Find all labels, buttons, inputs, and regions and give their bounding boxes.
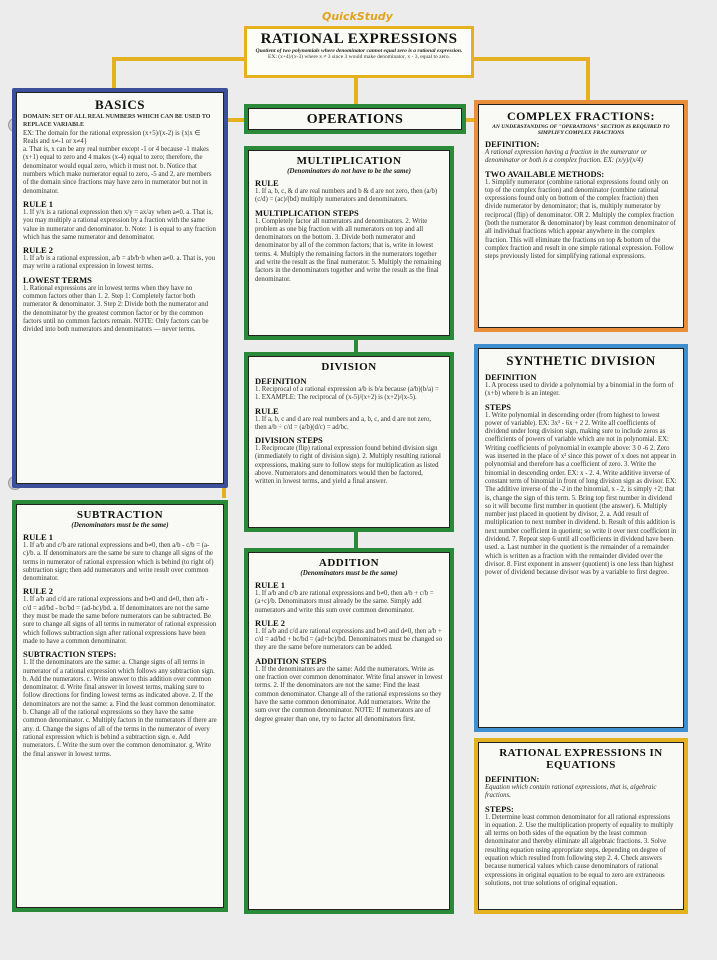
basics-body: a. That is, x can be any real number except -1 or 4 because -1 makes (x+1) equal to zero and 4 makes (x-4) equal to zero; therefore, the denominator would equal zero, which it must not. b. Notice that numbers which make numerator equal to zero, -5 and 2, are members of the domain since fractions may have zero in numerator but not in denominator. <box>23 146 212 195</box>
complex-methods-text: 1. Simplify numerator (combine rational expressions found only on top of the complex fraction) and denominator (combine rational expressions found only on bottom of the complex fraction) then divide numerator by denominator; that is, multiply numerator by reciprocal (flip) of denominator. OR 2. Multiply the complex fraction (both the numerator & denominator) by least common denominator of all individual fractions which appear anywhere in the complex fraction. This will eliminate the fractions on top & bottom of the complex fraction and result in one simple rational expression. Follow steps previously listed for simplifying rational expressions. <box>485 178 676 261</box>
subtraction-rule1-heading: RULE 1 <box>23 532 53 542</box>
brand-logo: QuickStudy <box>322 10 393 23</box>
lowest-terms-heading: LOWEST TERMS <box>23 274 92 285</box>
subtraction-steps-text: 1. If the denominators are the same: a. Change signs of all terms in numerator of a rational expression which follows any subtraction sign. b. Add the numerators. c. Write answer to this addition over common denominator. d. Write final answer in lowest terms, making sure to follow directions for finding lowest terms as indicated above. 2. If the denominators are not the same: a. Find the least common denominator. b. Change all of the rational expressions so they have the same common denominator. c. Multiply factors in the numerators if there are any. d. Change the signs of all of the terms in the numerator of every rational expression which is behind a subtraction sign. e. Add numerators. f. Write the sum over the common denominator. g. Write the final answer in lowest terms. <box>23 659 217 758</box>
complex-fractions-subtitle: AN UNDERSTANDING OF "OPERATIONS" SECTION IS REQUIRED TO SIMPLIFY COMPLEX FRACTIONS <box>492 124 670 136</box>
division-rule-text: 1. If a, b, c and d are real numbers and a, b, c, and d are not zero, then a/b ÷ c/d = (a/b)(d/c) = ad/bc. <box>255 415 432 431</box>
addition-steps-heading: ADDITION STEPS <box>255 655 327 666</box>
complex-fractions-section <box>474 100 688 332</box>
addition-title: ADDITION <box>318 557 380 569</box>
header-box <box>244 26 474 78</box>
multiplication-rule-text: 1. If a, b, c, & d are real numbers and b & d are not zero, then (a/b)(c/d) = (ac)/(bd) multiply numerators and denominators. <box>255 188 438 204</box>
page-title: RATIONAL EXPRESSIONS <box>260 31 458 47</box>
connector-line <box>112 57 246 61</box>
addition-rule2-heading: RULE 2 <box>255 617 285 628</box>
equations-definition-heading: DEFINITION: <box>485 774 540 784</box>
subtraction-title: SUBTRACTION <box>76 509 164 521</box>
complex-definition-text: A rational expression having a fraction in the numerator or denominator or both is a complex fraction. EX: (x/y)/(x/4) <box>485 149 647 165</box>
subtraction-subtitle: (Denominators must be the same) <box>71 521 169 529</box>
basics-rule1-heading: RULE 1 <box>23 198 53 209</box>
equations-steps-heading: STEPS: <box>485 803 514 814</box>
complex-definition-heading: DEFINITION: <box>485 139 540 149</box>
synthetic-definition-text: 1. A process used to divide a polynomial by a binomial in the form of (x+b) where b is an integer. <box>485 382 674 398</box>
multiplication-rule-heading: RULE <box>255 178 279 188</box>
division-definition-text: 1. Reciprocal of a rational expression a/b is b/a because (a/b)(b/a) = 1. EXAMPLE: The reciprocal of (x-5)/(x+2) is (x+2)/(x-5). <box>255 386 439 402</box>
multiplication-steps-heading: MULTIPLICATION STEPS <box>255 207 359 218</box>
basics-rule1-text: 1. If y/x is a rational expression then x/y = ax/ay when a≠0. a. That is, you may multiply a rational expression by a fraction with the same value in numerator and denominator. b. Note: 1 is equal to any fraction which has the same numerator and denominator. <box>23 208 216 241</box>
basics-rule2-heading: RULE 2 <box>23 245 53 256</box>
multiplication-subtitle: (Denominators do not have to be the same) <box>287 167 411 175</box>
addition-subtitle: (Denominators must be the same) <box>300 569 398 577</box>
header-example: EX: (x+4)/(x-3) where x ≠ 3 since 3 would make denominator, x - 3, equal to zero. <box>268 54 450 60</box>
subtraction-rule2-text: 1. If a/b and c/d are rational expressions and b≠0 and d≠0, then a/b - c/d = ad/bd - bc/bd = (ad-bc)/bd. a. If denominators are not the same they must be made the same before numerators can be subtracted. Be sure to change all signs of all terms in numerator of rational expression which follows subtraction sign after rational expressions have been made to have a common denominator. <box>23 596 217 645</box>
operations-title: OPERATIONS <box>306 112 404 127</box>
synthetic-definition-heading: DEFINITION <box>485 372 537 382</box>
division-rule-heading: RULE <box>255 405 279 416</box>
connector-line <box>586 57 590 101</box>
basics-example: EX: The domain for the rational expression (x+5)/(x-2) is {x|x ∈ Reals and x≠-1 or x≠4} <box>23 129 201 145</box>
subtraction-section <box>12 500 228 912</box>
synthetic-steps-heading: STEPS <box>485 401 511 412</box>
synthetic-division-title: SYNTHETIC DIVISION <box>506 353 656 368</box>
operations-header <box>244 104 466 134</box>
addition-rule2-text: 1. If a/b and c/d are rational expressions and b≠0 and d≠0, then a/b + c/d = ad/bd + bc/bd = (ad+bc)/bd. Denominators must be changed so they are the same before numerators can be added. <box>255 627 443 652</box>
addition-rule1-heading: RULE 1 <box>255 580 285 590</box>
basics-domain: DOMAIN: SET OF ALL REAL NUMBERS WHICH CAN BE USED TO REPLACE VARIABLE <box>23 114 211 129</box>
synthetic-steps-text: 1. Write polynomial in descending order (from highest to lowest power of variable). EX: 3x³ - 6x + 2 2. Write all coefficients of dividend under long division sign, making sure to include zeros as coefficients of powers of variable which are not in polynomial. EX: Writing coefficients of polynomial in example above: 3 0 -6 2. Zero was inserted in the place of x² since this power of x does not appear in polynomial and therefore has a coefficient of zero. 3. Write the binomial in descending order. EX: x - 2. 4. Write additive inverse of constant term of binomial in front of long division sign as divisor. EX: The additive inverse of the -2 in the binomial, x - 2, is simply +2; that is, change the sign of this term. 5. Bring top first number in dividend so it will become first number in quotient (the answer). 6. Multiply number just placed in quotient by divisor, 2. a. Add result of multiplication to next number in dividend. b. Result of this addition is next number coefficient in quotient; so write it over next coefficient in dividend. 7. Repeat step 6 until all coefficients in dividend have been used. a. Last number in the quotient is the remainder of a remainder which is written as a fraction with the remainder divided over the divisor. 8. First exponent in answer (quotient) is one less than highest power of dividend because divisor was by a variable to first degree. <box>485 411 677 577</box>
division-steps-heading: DIVISION STEPS <box>255 435 323 446</box>
synthetic-division-section <box>474 344 688 732</box>
addition-steps-text: 1. If the denominators are the same: Add the numerators. Write as one fraction over common denominator. Write final answer in lowest terms. 2. If the denominators are not the same: Find the least common denominator. Change all of the rational expressions so they have the same common denominator. Add numerators. Write the sum over the common denominator. NOTE: If numerators are of degree greater than one, try to factor all denominators first. <box>255 665 443 723</box>
basics-title: BASICS <box>95 97 145 112</box>
connector-line <box>354 76 358 106</box>
division-steps-text: 1. Reciprocate (flip) rational expression found behind division sign (immediately to right of division sign). 2. Multiply resulting rational expressions, making sure to follow steps for multiplication as listed above. Numerators and denominators would then be factored, written in lowest terms, and yield a final answer. <box>255 445 441 486</box>
complex-fractions-title: COMPLEX FRACTIONS: <box>506 109 655 123</box>
addition-rule1-text: 1. If a/b and c/b are rational expressions and b≠0, then a/b + c/b = (a+c)/b. Denominators must already be the same. Simply add numerators and write this sum over common denominator. <box>255 590 434 614</box>
connector-line <box>472 57 588 61</box>
lowest-terms-text: 1. Rational expressions are in lowest terms when they have no common factors other than 1. 2. Step 1: Completely factor both numerator & denominator. 3. Step 2: Divide both the numerator and the denominator by the greatest common factor or by the common factors until no common factors remain. NOTE: Only factors can be divided into both numerators and denominators — never terms. <box>23 284 209 334</box>
equations-section <box>474 738 688 914</box>
subtraction-steps-heading: SUBTRACTION STEPS: <box>23 649 117 660</box>
header-subtitle: Quotient of two polynomials where denominator cannot equal zero is a rational expression. <box>255 48 463 54</box>
multiplication-section <box>244 146 454 340</box>
subtraction-rule1-text: 1. If a/b and c/b are rational expressions and b≠0, then a/b - c/b = (a-c)/b. a. If denominators are the same be sure to change all signs of the terms in numerator of rational expression which is behind (to right of) subtraction sign; then add numerators and write result over common denominator. <box>23 542 214 583</box>
equations-definition-text: Equation which contain rational expressions, that is, algebraic fractions. <box>485 784 657 800</box>
multiplication-title: MULTIPLICATION <box>296 155 402 167</box>
division-section <box>244 352 454 532</box>
basics-section <box>12 88 228 488</box>
division-definition-heading: DEFINITION <box>255 376 307 386</box>
equations-steps-text: 1. Determine least common denominator for all rational expressions in equation. 2. Use the multiplication property of equality to multiply all terms on both sides of the equation by the least common denominator and thereby eliminate all algebraic fractions. 3. Solve resulting equation using appropriate steps, depending on degree of equation which resulted from following step 2. 4. Check answers because numerical values which cause denominators of rational expressions in original equation to be equal to zero are extraneous solutions, not true solutions of original equation. <box>485 813 674 887</box>
multiplication-steps-text: 1. Completely factor all numerators and denominators. 2. Write problem as one big fraction with all numerators on top and all denominators on the bottom. 3. Divide both numerator and denominator by all of the common factors; that is, write in lowest terms. 4. Multiply the remaining factors in the numerators together and write the result as the final numerator. 5. Multiply the remaining factors in the denominators together and write the result as the final denominator. <box>255 217 442 283</box>
complex-methods-heading: TWO AVAILABLE METHODS: <box>485 168 605 179</box>
division-title: DIVISION <box>321 361 377 373</box>
addition-section <box>244 548 454 914</box>
subtraction-rule2-heading: RULE 2 <box>23 586 53 597</box>
basics-rule2-text: 1. If a/b is a rational expression, a/b = ab/b·b when a≠0. a. That is, you may write a rational expression in lowest terms. <box>23 255 216 271</box>
equations-title: RATIONAL EXPRESSIONS IN EQUATIONS <box>499 747 663 771</box>
